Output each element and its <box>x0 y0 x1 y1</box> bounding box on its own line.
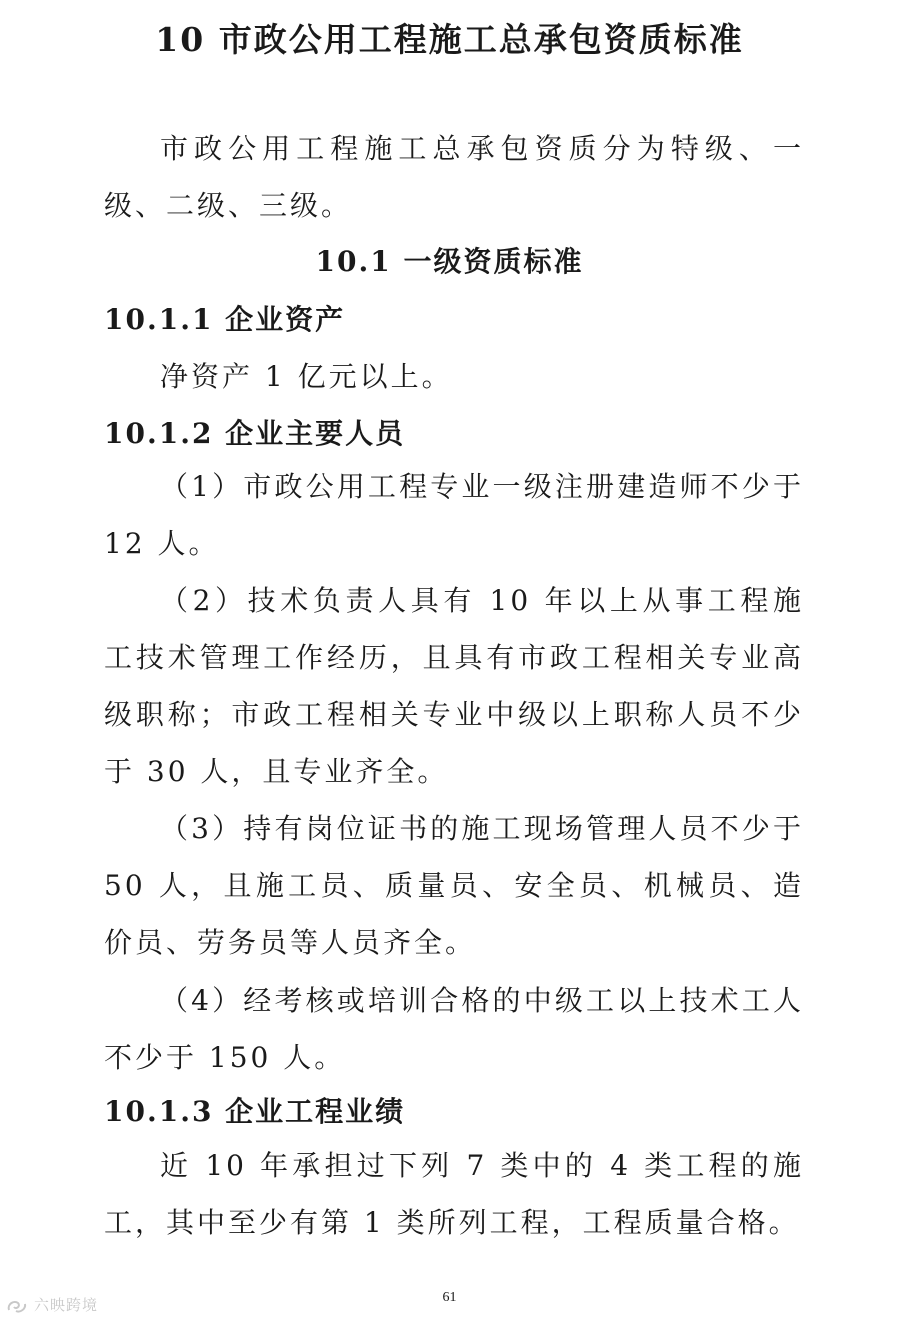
personnel-item-2: （2）技术负责人具有 10 年以上从事工程施工技术管理工作经历，且具有市政工程相关专业高级职称；市政工程相关专业中级以上职称人员不少于 30 人，且专业齐全。 <box>104 584 804 788</box>
personnel-item-3: （3）持有岗位证书的施工现场管理人员不少于 50 人，且施工员、质量员、安全员、机械员、造价员、劳务员等人员齐全。 <box>104 812 804 959</box>
personnel-item-1: （1）市政公用工程专业一级注册建造师不少于 12 人。 <box>104 470 804 560</box>
subsection-heading-performance: 10.1.3 企业工程业绩 <box>104 1095 406 1128</box>
subsection-heading-assets: 10.1.1 企业资产 <box>104 303 346 336</box>
intro-paragraph: 市政公用工程施工总承包资质分为特级、一级、二级、三级。 <box>104 132 804 222</box>
personnel-item-4: （4）经考核或培训合格的中级工以上技术工人不少于 150 人。 <box>104 984 804 1074</box>
page-number: 61 <box>442 1290 457 1305</box>
performance-paragraph: 近 10 年承担过下列 7 类中的 4 类工程的施工，其中至少有第 1 类所列工程，工程质量合格。 <box>104 1149 804 1239</box>
assets-paragraph: 净资产 1 亿元以上。 <box>160 360 453 393</box>
watermark <box>6 1294 98 1315</box>
subsection-heading-personnel: 10.1.2 企业主要人员 <box>104 417 406 450</box>
section-heading: 10.1 一级资质标准 <box>315 245 584 278</box>
document-title: 10 市政公用工程施工总承包资质标准 <box>155 20 744 59</box>
swirl-logo-icon <box>6 1298 28 1314</box>
watermark-text: 六映跨境 <box>34 1296 99 1314</box>
